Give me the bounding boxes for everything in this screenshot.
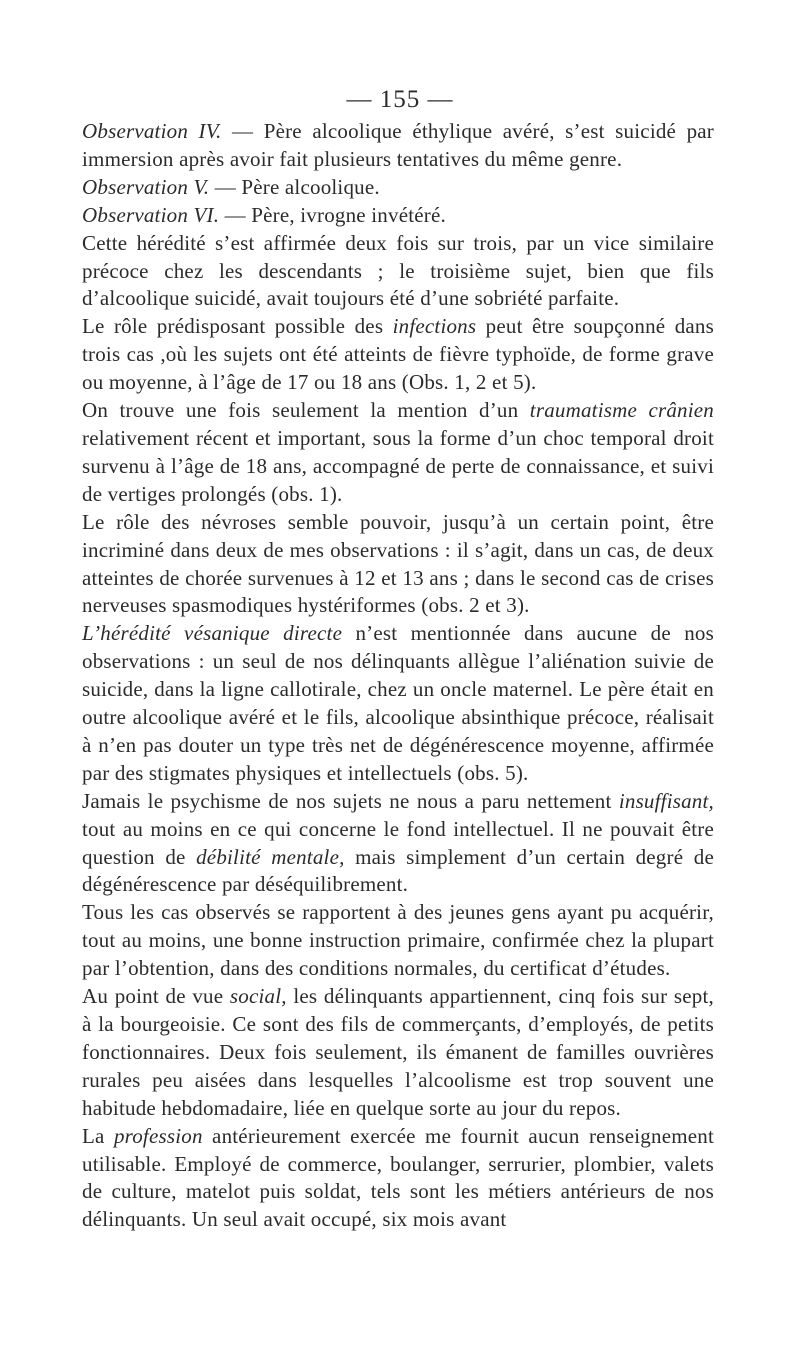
- paragraph-text: les délinquants appartiennent, cinq fois sur sept, à la bourgeoisie. Ce sont des fils de commerçants, d’employés, de petits fonctionnaires. Deux fois seulement, ils émanent de familles ouvrières rurales peu aisées dans lesquelles l’alcoolisme est trop souvent une habitude hebdomadaire, liée en quelque sorte au jour du repos.: [82, 984, 714, 1120]
- paragraph-heredite: [82, 230, 714, 314]
- paragraph-text: relativement récent et important, sous la forme d’un choc temporal droit survenu à l’âge de 18 ans, accompagné de perte de connaissance, et suivi de vertiges prolongés (obs. 1).: [82, 425, 714, 506]
- observation-heading: Observation IV.: [82, 119, 222, 143]
- paragraph-observation-4: [82, 118, 714, 174]
- paragraph-text: Le rôle des névroses semble pouvoir, jusqu’à un certain point, être incriminé dans deux de mes observations : il s’agit, dans un cas, de deux atteintes de chorée survenues à 12 et 13 ans ; dans le second cas de crises nerveuses spasmodiques hystériformes (obs. 2 et 3).: [82, 509, 714, 618]
- paragraph-text: — Père alcoolique.: [209, 174, 380, 199]
- paragraph-observation-6: [82, 202, 714, 230]
- emphasis: débilité mentale,: [196, 844, 345, 869]
- emphasis: L’hérédité vésanique directe: [82, 621, 343, 646]
- paragraph-text: On trouve une fois seulement la mention d’un: [82, 398, 530, 423]
- emphasis: infections: [392, 314, 477, 339]
- paragraph-text: peut être soupçonné dans trois cas ,où les sujets ont été atteints de fièvre typhoïde, de forme grave ou moyenne, à l’âge de 17 ou 18 ans (Obs. 1, 2 et 5).: [82, 314, 714, 395]
- emphasis: insuffisant,: [618, 788, 714, 813]
- paragraph-social: [82, 983, 714, 1123]
- paragraph-observation-5: [82, 174, 714, 202]
- paragraph-text: Cette hérédité s’est affirmée deux fois sur trois, par un vice similaire précoce chez les descendants ; le troisième sujet, bien que fils d’alcoolique suicidé, avait toujours été d’une sobriété parfaite.: [82, 230, 714, 311]
- paragraph-text: — Père, ivrogne invétéré.: [219, 202, 446, 227]
- observation-heading: Observation VI.: [82, 202, 220, 227]
- paragraph-text: Tous les cas observés se rapportent à des jeunes gens ayant pu acquérir, tout au moins, une bonne instruction primaire, confirmée chez la plupart par l’obtention, dans des conditions normales, du certificat d’études.: [82, 900, 714, 981]
- emphasis: social,: [229, 984, 287, 1009]
- paragraph-text: Le rôle prédisposant possible des: [82, 314, 393, 339]
- paragraph-text: Au point de vue: [82, 984, 230, 1009]
- paragraph-infections: [82, 313, 714, 397]
- paragraph-profession: [82, 1123, 714, 1235]
- paragraph-text: tout au moins en ce qui concerne le fond intellectuel. Il ne pouvait être question de: [82, 816, 714, 869]
- page-number: — 155 —: [346, 86, 454, 113]
- paragraph-text: — Père alcoolique éthylique avéré, s’est suicidé par immersion après avoir fait plusieurs tentatives du même genre.: [82, 119, 714, 171]
- paragraph-nevroses: [82, 509, 714, 621]
- paragraph-traumatisme: [82, 397, 714, 509]
- paragraph-psychisme: [82, 788, 714, 900]
- emphasis: profession: [113, 1123, 203, 1148]
- paragraph-heredite-vesanique: [82, 620, 714, 787]
- paragraph-text: antérieurement exercée me fournit aucun renseignement utilisable. Employé de commerce, boulanger, serrurier, plombier, valets de culture, matelot puis soldat, tels sont les métiers antérieurs de nos délinquants. Un seul avait occupé, six mois avant: [82, 1123, 714, 1232]
- paragraph-text: Jamais le psychisme de nos sujets ne nous a paru nettement: [82, 788, 619, 813]
- paragraph-instruction: [82, 899, 714, 983]
- observation-heading: Observation V.: [82, 174, 210, 199]
- emphasis: traumatisme crânien: [529, 398, 715, 423]
- paragraph-text: n’est mentionnée dans aucune de nos observations : un seul de nos délinquants allègue l’aliénation suivie de suicide, dans la ligne callotirale, chez un oncle maternel. Le père était en outre alcoolique avéré et le fils, alcoolique absinthique précoce, réalisait à n’en pas douter un type très net de dégénérescence moyenne, affirmée par des stigmates physiques et intellectuels (obs. 5).: [82, 621, 714, 785]
- paragraph-text: La: [82, 1123, 114, 1148]
- paragraph-text: mais simplement d’un certain degré de dégénérescence par déséquilibrement.: [82, 844, 714, 897]
- body-text: [82, 118, 714, 1234]
